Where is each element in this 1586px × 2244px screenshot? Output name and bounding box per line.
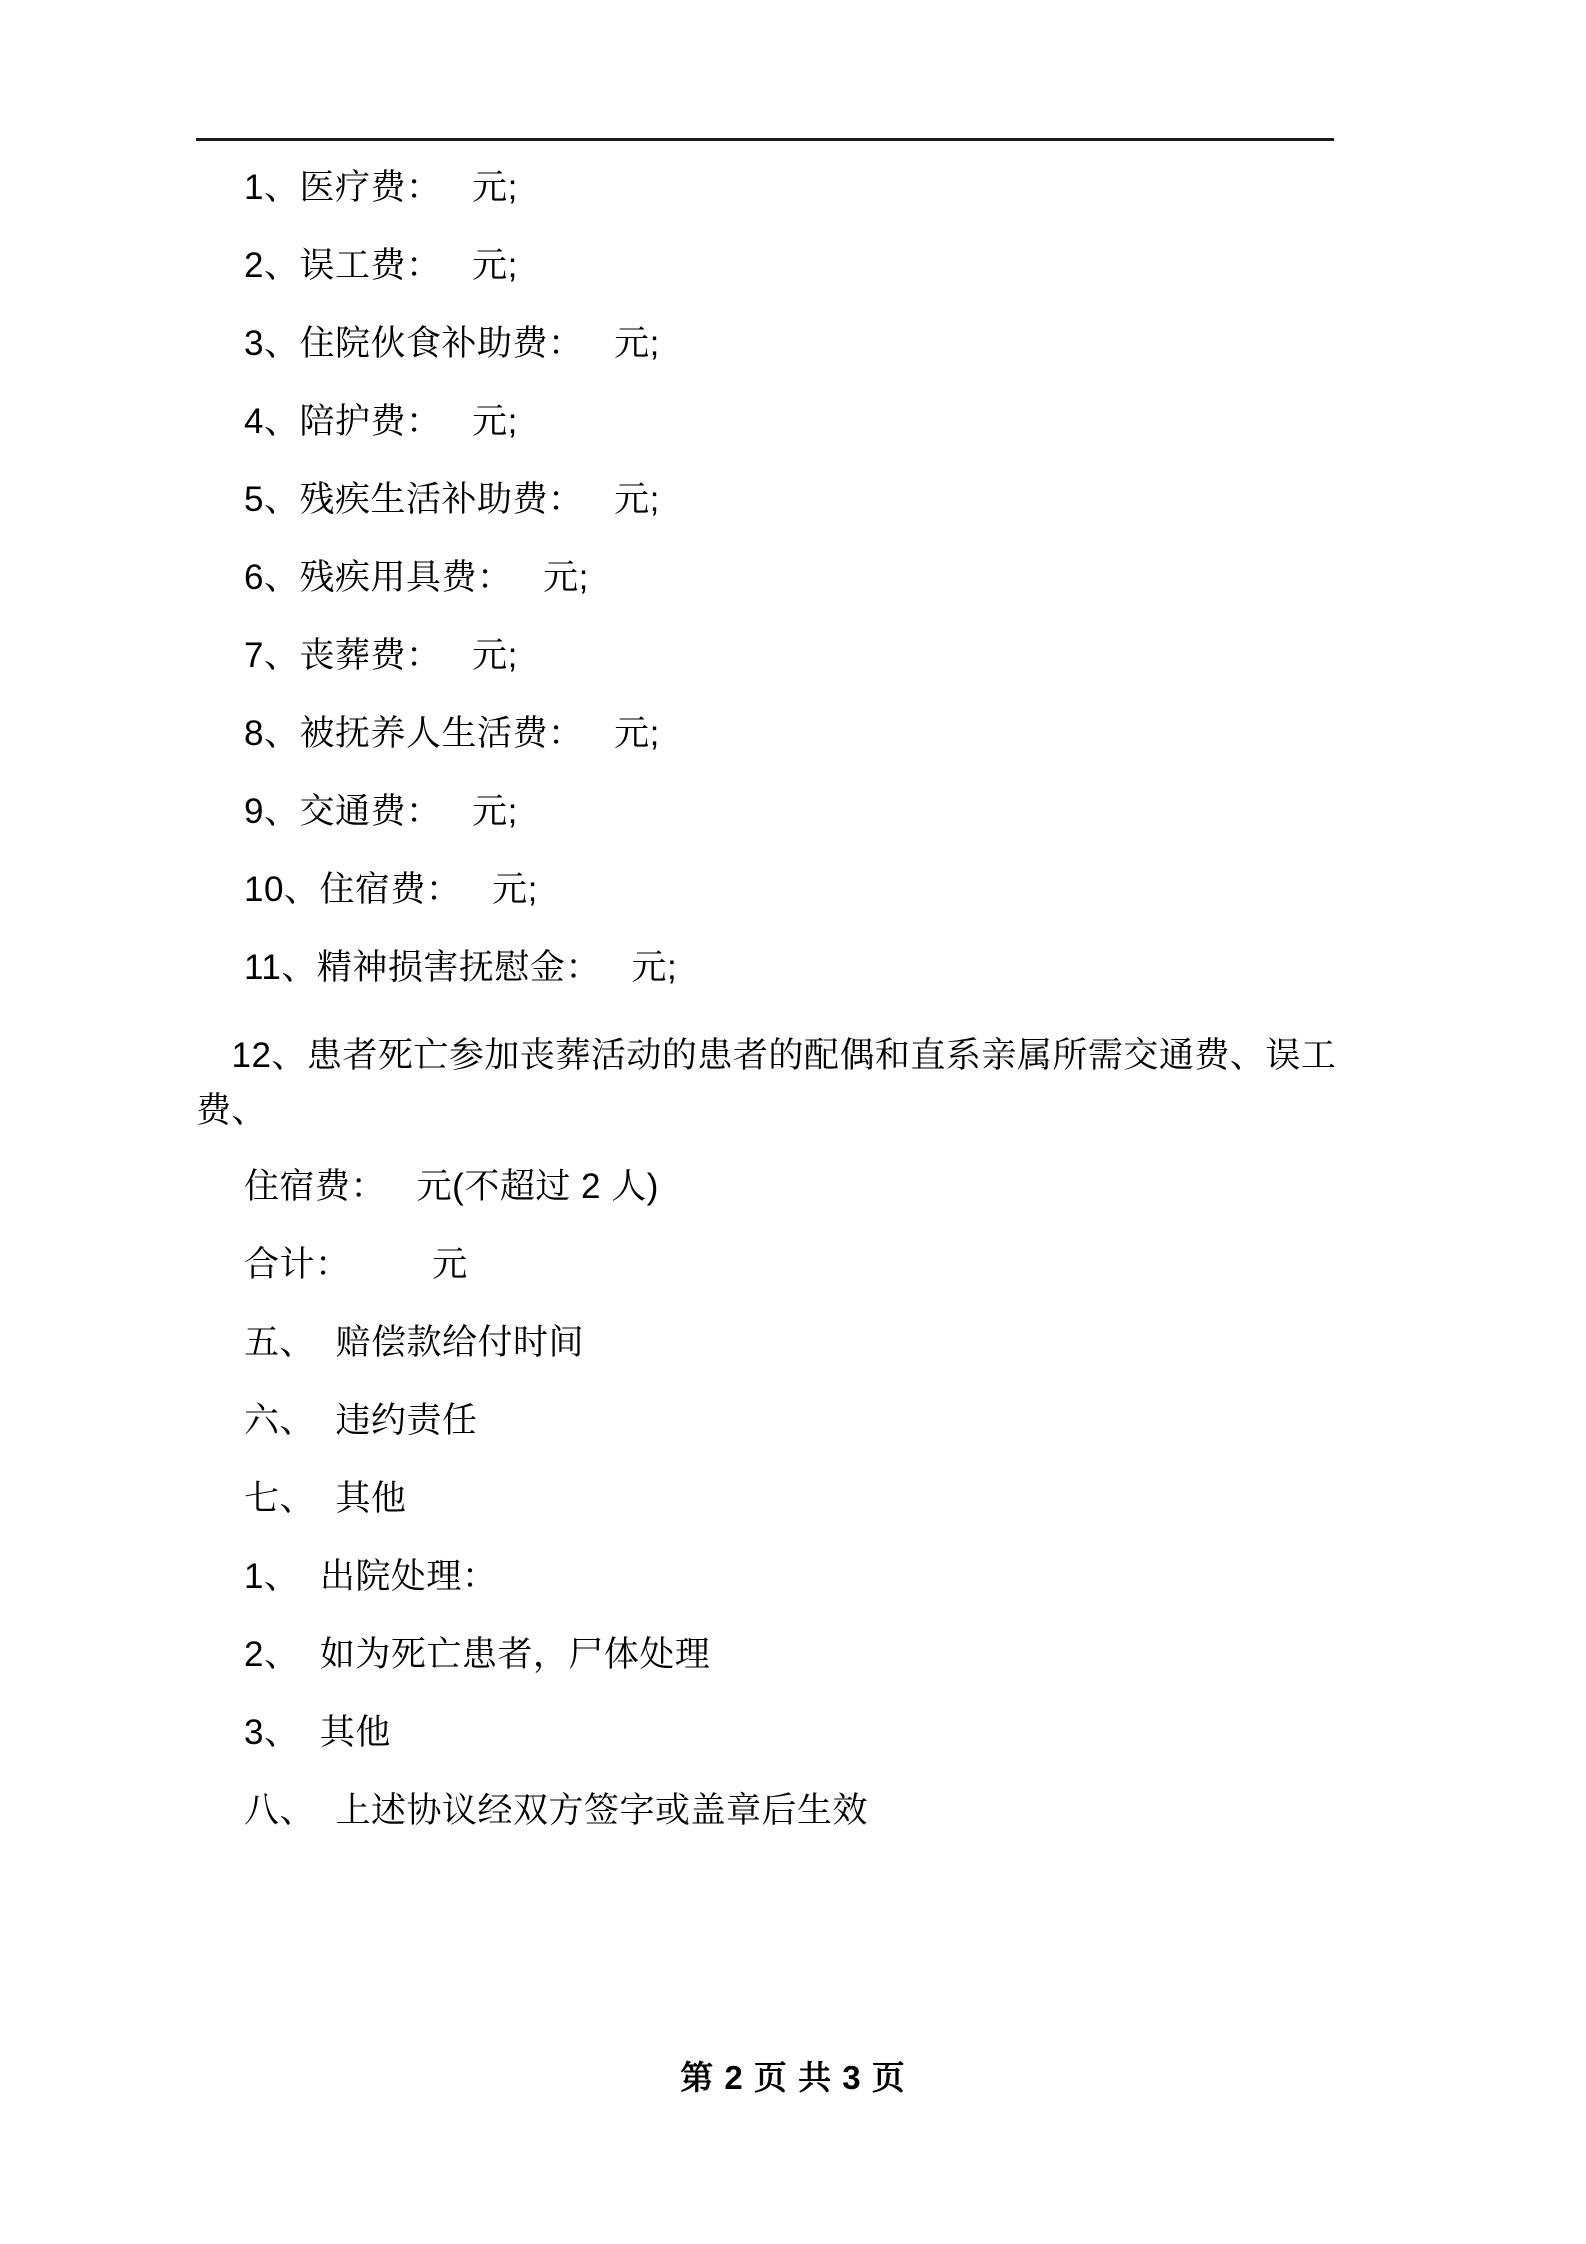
document-paragraph: 8、被抚养人生活费： 元; [244, 714, 660, 753]
document-paragraph: 4、陪护费： 元; [244, 402, 518, 441]
document-paragraph: 2、 如为死亡患者，尸体处理 [244, 1634, 711, 1674]
document-paragraph: 7、丧葬费： 元; [244, 636, 518, 675]
document-paragraph: 3、 其他 [244, 1712, 391, 1752]
document-paragraph: 六、 违约责任 [244, 1400, 478, 1440]
header-divider [196, 138, 1334, 141]
document-paragraph: 2、误工费： 元; [244, 246, 518, 285]
document-paragraph: 5、残疾生活补助费： 元; [244, 480, 660, 519]
page-footer: 第 2 页 共 3 页 [680, 2059, 906, 2096]
document-paragraph: 6、残疾用具费： 元; [244, 558, 589, 597]
document-paragraph: 七、 其他 [244, 1478, 407, 1518]
document-paragraph: 合计： 元 [244, 1244, 468, 1284]
document-paragraph: 9、交通费： 元; [244, 792, 518, 831]
document-body [196, 170, 1386, 1871]
document-paragraph: 12、患者死亡参加丧葬活动的患者的配偶和直系亲属所需交通费、误工费、 [196, 1036, 1337, 1131]
document-paragraph: 八、 上述协议经双方签字或盖章后生效 [244, 1790, 868, 1830]
document-paragraph: 五、 赔偿款给付时间 [244, 1322, 584, 1362]
document-paragraph: 11、精神损害抚慰金： 元; [244, 948, 678, 987]
document-paragraph: 10、住宿费： 元; [244, 870, 538, 909]
document-paragraph: 1、医疗费： 元; [244, 168, 518, 207]
document-paragraph: 1、 出院处理： [244, 1556, 498, 1596]
document-paragraph: 3、住院伙食补助费： 元; [244, 324, 660, 363]
document-paragraph: 住宿费： 元(不超过 2 人) [244, 1166, 659, 1206]
